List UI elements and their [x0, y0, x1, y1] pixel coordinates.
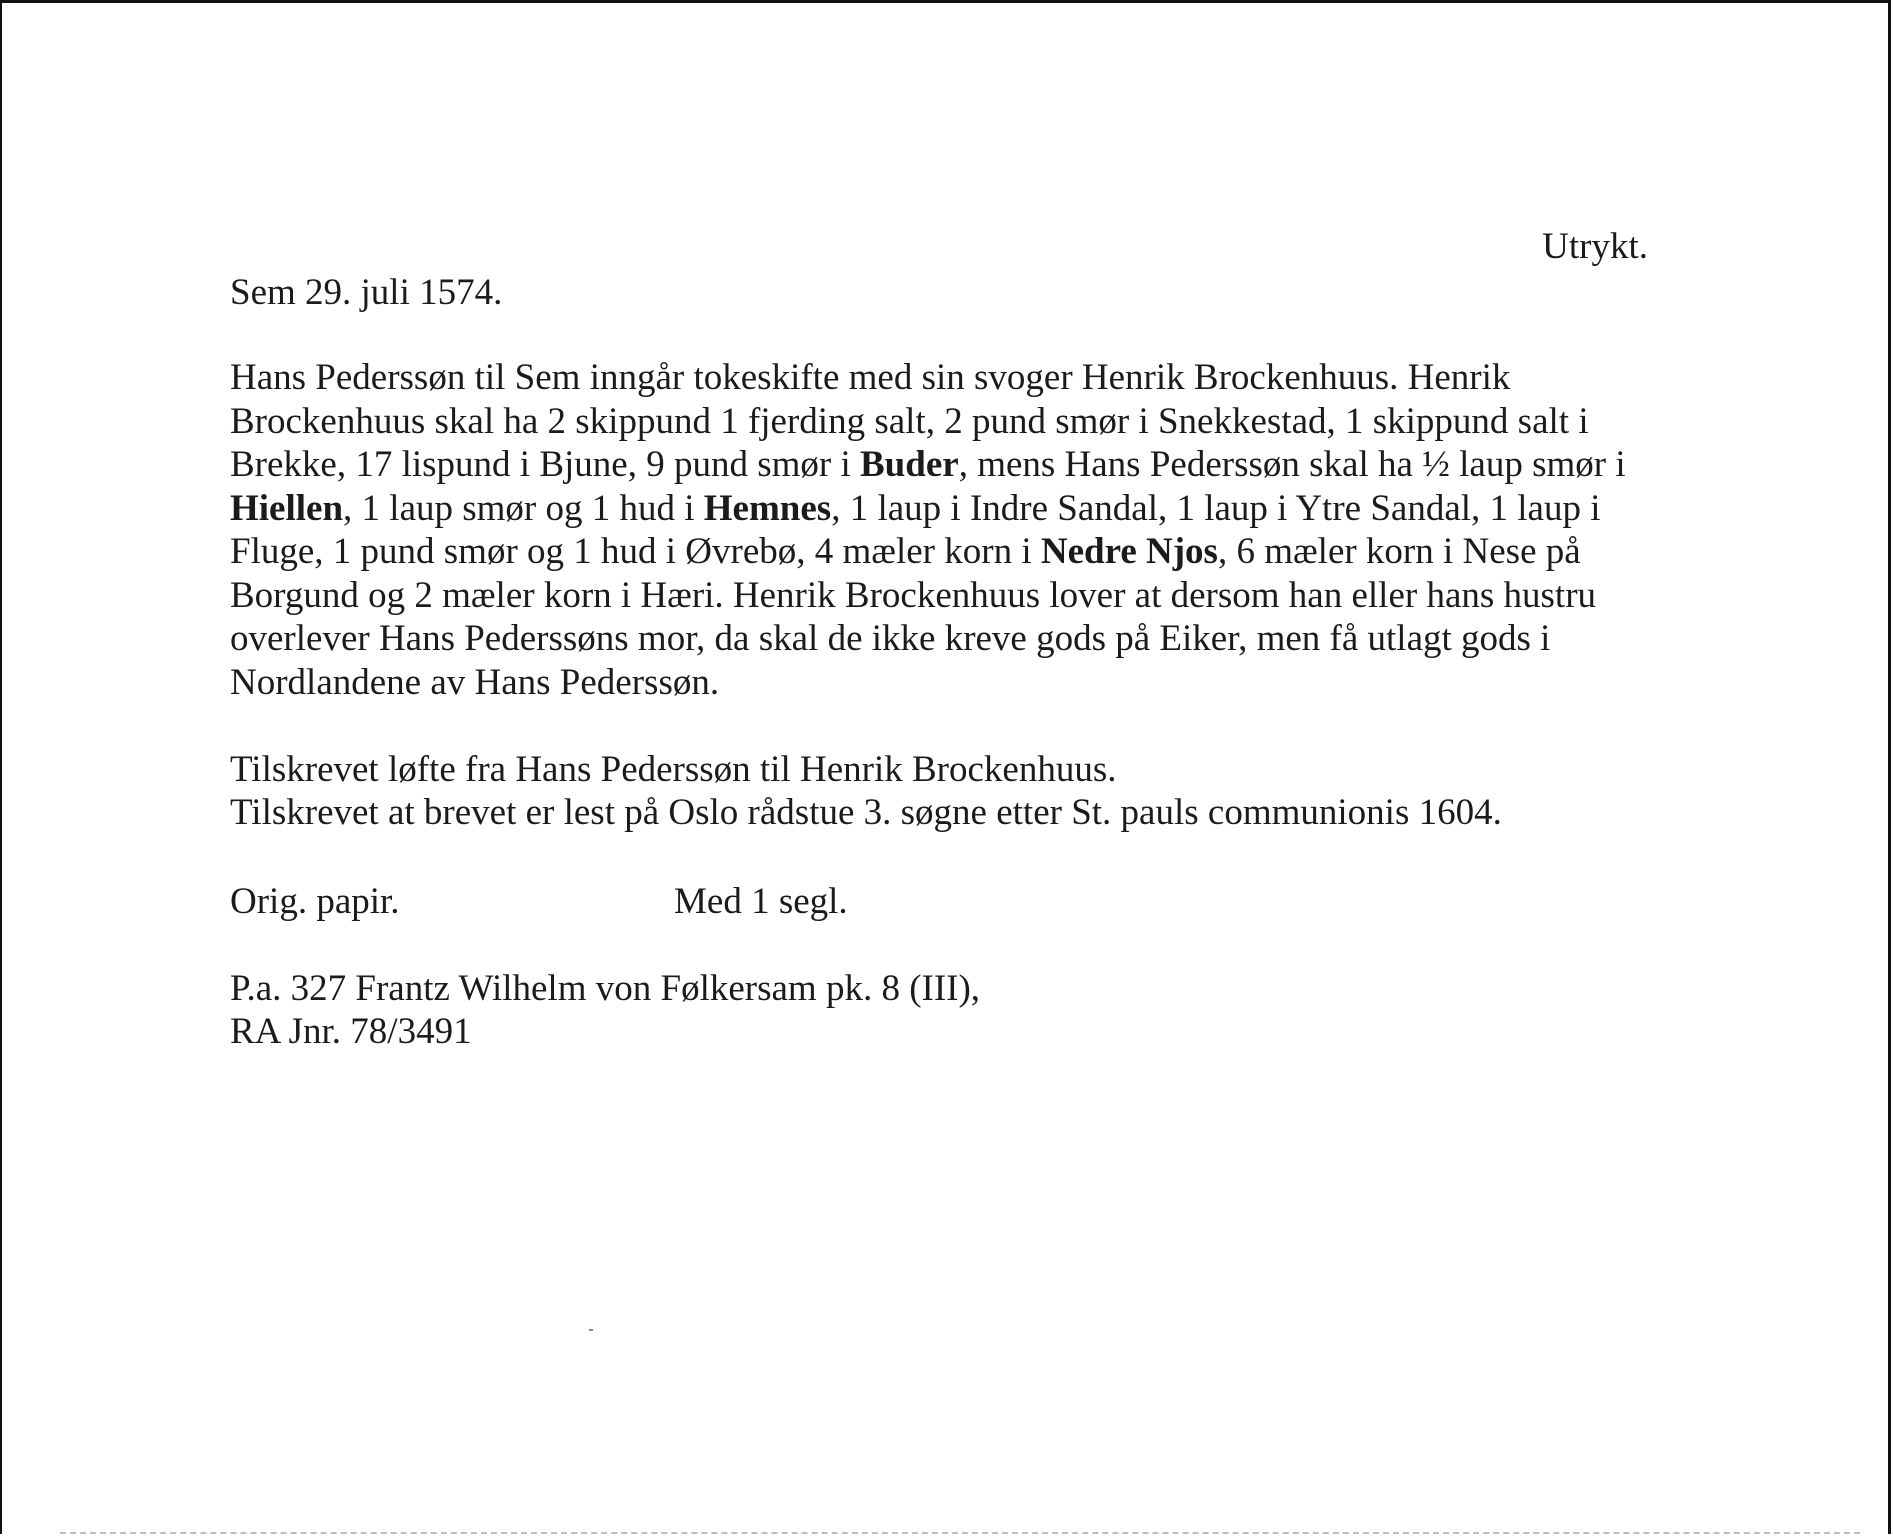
summary-line [230, 574, 1670, 618]
summary-line [230, 661, 1670, 705]
archive-reference: P.a. 327 Frantz Wilhelm von Følkersam pk. 8 (III), [230, 968, 981, 1009]
place-name: Nedre Njos [1040, 531, 1218, 572]
summary-line [230, 617, 1670, 661]
card-bottom-edge [60, 1532, 1860, 1534]
summary-text: Fluge, 1 pund smør og 1 hud i Øvrebø, 4 mæler korn i [230, 531, 1041, 572]
summary-text: Borgund og 2 mæler korn i Hæri. Henrik Brockenhuus lover at dersom han eller hans hustru [230, 574, 1597, 616]
endorsement-line-2: Tilskrevet at brevet er lest på Oslo rådstue 3. søgne etter St. pauls communionis 1604. [230, 792, 1502, 833]
summary-text: Brockenhuus skal ha 2 skippund 1 fjerding salt, 2 pund smør i Snekkestad, 1 skippund salt i [230, 400, 1589, 442]
summary-text: Hans Pederssøn til Sem inngår tokeskifte med sin svoger Henrik Brockenhuus. Henrik [230, 357, 1511, 398]
summary-paragraph [230, 356, 1670, 704]
summary-text: , 1 laup smør og 1 hud i [343, 487, 704, 529]
summary-text: overlever Hans Pederssøns mor, da skal de ikke kreve gods på Eiker, men få utlagt gods i [230, 618, 1551, 659]
summary-text: Brekke, 17 lispund i Bjune, 9 pund smør i [230, 444, 860, 485]
paper-speck [589, 1329, 593, 1331]
place-name: Hiellen [230, 487, 344, 529]
summary-text: , 6 mæler korn i Nese på [1217, 531, 1581, 572]
summary-line [230, 400, 1670, 444]
summary-text: Nordlandene av Hans Pederssøn. [230, 661, 720, 703]
endorsement-line-1: Tilskrevet løfte fra Hans Pederssøn til Henrik Brockenhuus. [230, 749, 1117, 790]
place-name: Buder [860, 444, 959, 485]
summary-text: , mens Hans Pederssøn skal ha ½ laup smør i [958, 444, 1626, 485]
place-name: Hemnes [703, 487, 832, 529]
seal-note: Med 1 segl. [674, 881, 848, 922]
print-status: Utrykt. [1542, 226, 1648, 267]
summary-line [230, 356, 1670, 400]
original-format: Orig. papir. [230, 881, 400, 922]
journal-number: RA Jnr. 78/3491 [230, 1011, 472, 1052]
summary-line [230, 530, 1670, 574]
summary-line [230, 487, 1670, 531]
summary-text: , 1 laup i Indre Sandal, 1 laup i Ytre Sandal, 1 laup i [831, 487, 1601, 529]
document-date: Sem 29. juli 1574. [230, 272, 503, 313]
summary-line [230, 443, 1670, 487]
